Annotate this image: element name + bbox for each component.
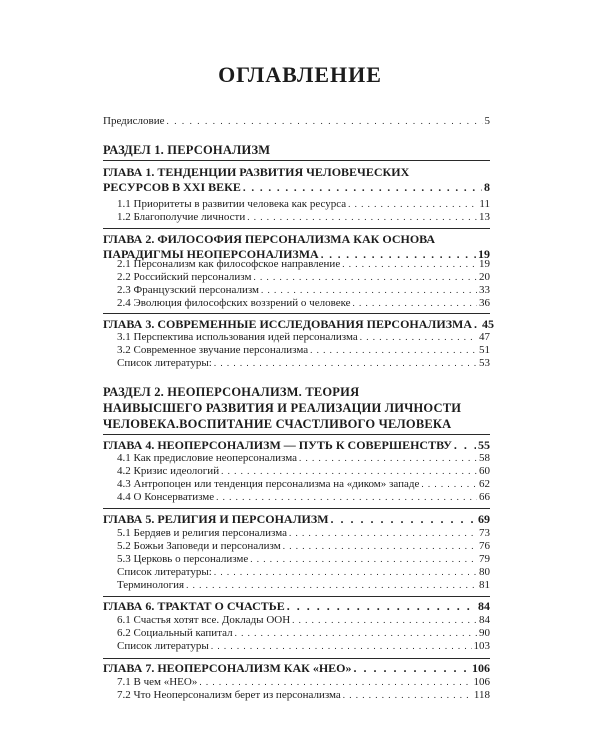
section-title-line: РАЗДЕЛ 2. НЕОПЕРСОНАЛИЗМ. ТЕОРИЯ	[103, 385, 360, 399]
entry-label: 2.2 Российский персонализм	[117, 271, 252, 283]
entry-label: 2.4 Эволюция философских воззрений о человеке	[117, 297, 351, 309]
toc-chapter-1[interactable]	[103, 165, 490, 196]
chapter-page: 84	[478, 599, 490, 613]
toc-entry[interactable]	[117, 452, 490, 465]
leader-dots	[292, 614, 477, 627]
entry-label: 2.1 Персонализм как философское направление	[117, 258, 341, 270]
leader-dots	[186, 579, 477, 592]
toc-entry[interactable]	[117, 579, 490, 592]
entry-label: 3.2 Современное звучание персонализма	[117, 344, 309, 356]
leader-dots	[454, 438, 476, 453]
section-title-line: ЧЕЛОВЕКА.ВОСПИТАНИЕ СЧАСТЛИВОГО ЧЕЛОВЕКА	[103, 417, 452, 431]
chapter-divider	[103, 658, 490, 659]
toc-entry[interactable]	[117, 297, 490, 310]
leader-dots	[199, 676, 471, 689]
entry-label: 4.2 Кризис идеологий	[117, 465, 220, 477]
entry-label: 4.3 Антропоцен или тенденция персонализма на «диком» западе	[117, 478, 420, 490]
leader-dots	[261, 284, 477, 297]
chapter-title-line: ГЛАВА 1. ТЕНДЕНЦИИ РАЗВИТИЯ ЧЕЛОВЕЧЕСКИХ	[103, 165, 410, 179]
entry-page: 11	[479, 198, 490, 210]
chapter-divider	[103, 596, 490, 597]
chapter-page: 106	[472, 661, 490, 675]
entry-page: 36	[479, 297, 490, 309]
entry-label: 2.3 Французский персонализм	[117, 284, 259, 296]
toc-entry[interactable]	[117, 478, 490, 491]
entry-page: 81	[479, 579, 490, 591]
entry-page: 103	[473, 640, 490, 652]
leader-dots	[235, 627, 477, 640]
entry-page: 13	[479, 211, 490, 223]
page-title: ОГЛАВЛЕНИЕ	[218, 62, 382, 87]
leader-dots	[221, 465, 477, 478]
entry-label: 5.2 Божьи Заповеди и персонализм	[117, 540, 281, 552]
toc-entry[interactable]	[117, 676, 490, 689]
entry-label: Список литературы:	[117, 357, 212, 369]
entry-page: 53	[479, 357, 490, 369]
entry-page: 60	[479, 465, 490, 477]
chapter-title-line: ГЛАВА 6. ТРАКТАТ О СЧАСТЬЕ	[103, 599, 285, 613]
entry-label: Терминология	[117, 579, 185, 591]
toc-entry[interactable]	[117, 284, 490, 297]
chapter-page: 19	[478, 247, 490, 261]
leader-dots	[216, 491, 477, 504]
chapter-divider	[103, 228, 490, 229]
entry-label: Список литературы	[117, 640, 209, 652]
toc-entry[interactable]	[117, 258, 490, 271]
leader-dots	[342, 258, 477, 271]
toc-chapter-5[interactable]	[103, 512, 490, 527]
chapter-title-line: ГЛАВА 4. НЕОПЕРСОНАЛИЗМ — ПУТЬ К СОВЕРШЕНСТВУ	[103, 438, 452, 452]
toc-chapter-6[interactable]	[103, 599, 490, 614]
leader-dots	[354, 661, 470, 676]
entry-page: 5	[484, 115, 490, 127]
chapter-page: 45	[482, 317, 495, 331]
leader-dots	[474, 317, 480, 332]
chapter-page: 8	[484, 180, 490, 194]
chapter-title-line: ГЛАВА 2. ФИЛОСОФИЯ ПЕРСОНАЛИЗМА КАК ОСНОВА	[103, 232, 436, 246]
leader-dots	[343, 689, 472, 702]
chapter-page: 55	[478, 438, 490, 452]
toc-entry[interactable]	[117, 540, 490, 553]
toc-entry[interactable]	[117, 465, 490, 478]
section-divider	[103, 434, 490, 435]
entry-label: 1.1 Приоритеты в развитии человека как ресурса	[117, 198, 347, 210]
leader-dots	[360, 331, 477, 344]
entry-page: 80	[479, 566, 490, 578]
section-heading-2	[103, 384, 490, 432]
leader-dots	[211, 640, 472, 653]
entry-label: 7.1 В чем «НЕО»	[117, 676, 198, 688]
leader-dots	[250, 553, 477, 566]
leader-dots	[331, 512, 476, 527]
leader-dots	[310, 344, 477, 357]
leader-dots	[289, 527, 477, 540]
toc-entry[interactable]	[117, 344, 490, 357]
leader-dots	[299, 452, 477, 465]
chapter-title-line: ПАРАДИГМЫ НЕОПЕРСОНАЛИЗМА	[103, 247, 319, 261]
leader-dots	[287, 599, 476, 614]
leader-dots	[421, 478, 477, 491]
leader-dots	[283, 540, 477, 553]
entry-page: 66	[479, 491, 490, 503]
chapter-divider	[103, 313, 490, 314]
entry-label: 5.1 Бердяев и религия персонализма	[117, 527, 287, 539]
chapter-page: 69	[478, 512, 490, 526]
entry-label: 5.3 Церковь о персонализме	[117, 553, 249, 565]
entry-page: 76	[479, 540, 490, 552]
chapter-title-line: ГЛАВА 3. СОВРЕМЕННЫЕ ИССЛЕДОВАНИЯ ПЕРСОНАЛИЗМА	[103, 317, 473, 331]
entry-page: 19	[479, 258, 490, 270]
entry-label: 6.2 Социальный капитал	[117, 627, 233, 639]
toc-entry[interactable]	[117, 271, 490, 284]
toc-entry[interactable]	[117, 614, 490, 627]
entry-label: 6.1 Счастья хотят все. Доклады ООН	[117, 614, 291, 626]
entry-label: 1.2 Благополучие личности	[117, 211, 246, 223]
leader-dots	[167, 115, 483, 128]
entry-label: 3.1 Перспектива использования идей персонализма	[117, 331, 358, 343]
chapter-title-line: ГЛАВА 5. РЕЛИГИЯ И ПЕРСОНАЛИЗМ	[103, 512, 329, 526]
chapter-title-line: ГЛАВА 7. НЕОПЕРСОНАЛИЗМ КАК «НЕО»	[103, 661, 352, 675]
entry-label: 4.1 Как предисловие неоперсонализма	[117, 452, 297, 464]
entry-page: 106	[473, 676, 490, 688]
leader-dots	[253, 271, 477, 284]
leader-dots	[348, 198, 477, 211]
toc-entry[interactable]	[117, 491, 490, 504]
entry-label: 4.4 О Консерватизме	[117, 491, 215, 503]
entry-label: Предисловие	[103, 115, 165, 127]
entry-page: 62	[479, 478, 490, 490]
entry-page: 84	[479, 614, 490, 626]
entry-page: 20	[479, 271, 490, 283]
entry-page: 58	[479, 452, 490, 464]
entry-label: 7.2 Что Неоперсонализм берет из персонализма	[117, 689, 341, 701]
entry-page: 47	[479, 331, 490, 343]
toc-entry[interactable]	[117, 331, 490, 344]
toc-entry[interactable]	[117, 198, 490, 211]
section-title-line: НАИВЫСШЕГО РАЗВИТИЯ И РЕАЛИЗАЦИИ ЛИЧНОСТИ	[103, 401, 462, 415]
entry-page: 33	[479, 284, 490, 296]
chapter-title-line: РЕСУРСОВ В XXI ВЕКЕ	[103, 180, 241, 194]
toc-entry[interactable]	[117, 640, 490, 653]
toc-entry[interactable]	[117, 627, 490, 640]
entry-page: 51	[479, 344, 490, 356]
toc-entry[interactable]	[117, 566, 490, 579]
leader-dots	[243, 181, 482, 196]
chapter-divider	[103, 508, 490, 509]
toc-chapter-7[interactable]	[103, 661, 490, 676]
leader-dots	[214, 357, 477, 370]
toc-entry[interactable]	[117, 211, 490, 224]
toc-chapter-4[interactable]	[103, 438, 490, 453]
entry-label: Список литературы:	[117, 566, 212, 578]
section-heading-1: РАЗДЕЛ 1. ПЕРСОНАЛИЗМ	[103, 143, 271, 157]
entry-page: 90	[479, 627, 490, 639]
leader-dots	[353, 297, 477, 310]
toc-entry-preface[interactable]	[103, 115, 490, 128]
toc-entry[interactable]	[117, 553, 490, 566]
toc-chapter-3[interactable]	[103, 317, 495, 332]
section-divider	[103, 160, 490, 161]
toc-entry[interactable]	[117, 527, 490, 540]
toc-entry[interactable]	[117, 357, 490, 370]
toc-entry[interactable]	[117, 689, 490, 702]
entry-page: 118	[473, 689, 490, 701]
entry-page: 79	[479, 553, 490, 565]
leader-dots	[214, 566, 477, 579]
entry-page: 73	[479, 527, 490, 539]
leader-dots	[247, 211, 477, 224]
